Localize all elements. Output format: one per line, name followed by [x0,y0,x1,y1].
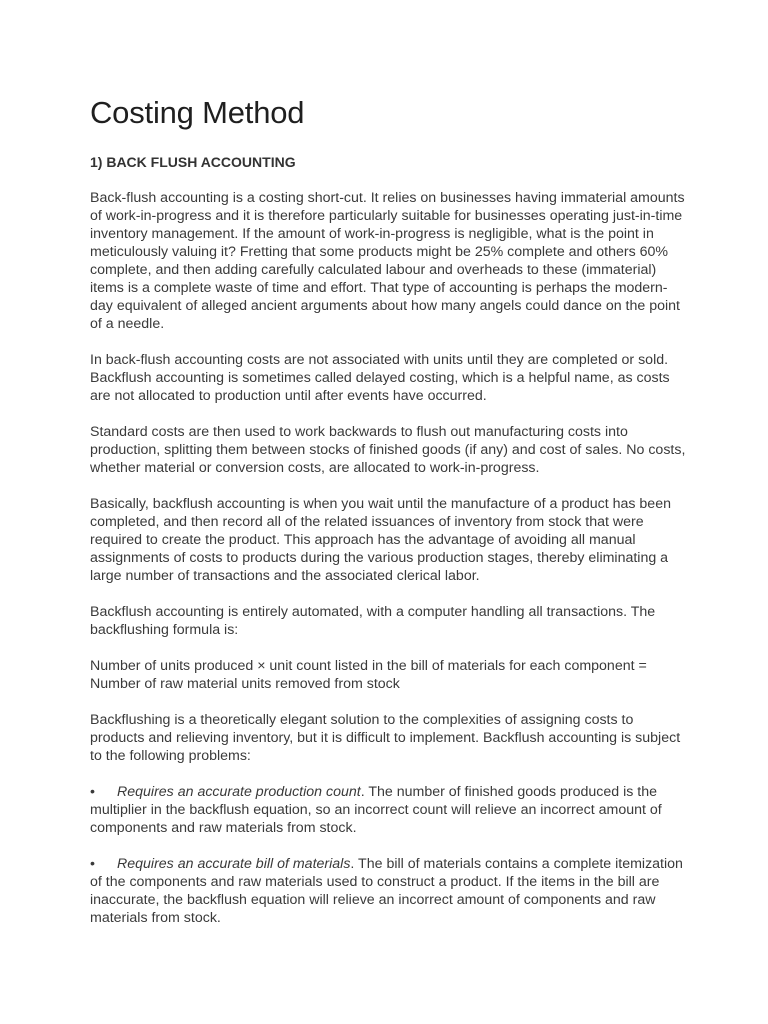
paragraph: Backflush accounting is entirely automated, with a computer handling all transactions. The backflushing formula is: [90,604,656,638]
bullet-marker: • [90,856,95,872]
bullet-lead: Requires an accurate bill of materials [117,856,351,872]
paragraph: Standard costs are then used to work backwards to flush out manufacturing costs into production, splitting them between stocks of finished goods (if any) and cost of sales. No costs, whether material or conversion costs, are allocated to work-in-progress. [90,424,686,476]
paragraph: Backflushing is a theoretically elegant solution to the complexities of assigning costs to products and relieving inventory, but it is difficult to implement. Backflush accounting is subject to the following problems: [90,712,681,764]
document-title: Costing Method [90,95,305,130]
bullet-text: . The number of finished goods produced is the multiplier in the backflush equation, so an incorrect count will relieve an incorrect amount of components and raw materials from stock. [90,784,662,836]
paragraph: In back-flush accounting costs are not associated with units until they are completed or sold. Backflush accounting is sometimes called delayed costing, which is a helpful name, as costs are not allocated to production until after events have occurred. [90,352,670,404]
formula-paragraph: Number of units produced × unit count listed in the bill of materials for each component = Number of raw material units removed from stock [90,658,647,692]
bullet-item [90,783,690,837]
bullet-marker: • [90,784,95,800]
bullet-lead: Requires an accurate production count [117,784,361,800]
bullet-item [90,855,690,927]
paragraph: Back-flush accounting is a costing short-cut. It relies on businesses having immaterial amounts of work-in-progress and it is therefore particularly suitable for businesses operating just-in-time inventory management. If the amount of work-in-progress is negligible, what is the point in meticulously valuing it? Fretting that some products might be 25% complete and others 60% complete, and then adding carefully calculated labour and overheads to these (immaterial) items is a complete waste of time and effort. That type of accounting is perhaps the modern-day equivalent of alleged ancient arguments about how many angels could dance on the point of a needle. [90,190,685,332]
document-page [90,95,690,945]
section-heading: 1) BACK FLUSH ACCOUNTING [90,154,296,170]
paragraph: Basically, backflush accounting is when you wait until the manufacture of a product has been completed, and then record all of the related issuances of inventory from stock that were required to create the product. This approach has the advantage of avoiding all manual assignments of costs to products during the various production stages, thereby eliminating a large number of transactions and the associated clerical labor. [90,496,671,584]
bullet-text: . The bill of materials contains a complete itemization of the components and raw materials used to construct a product. If the items in the bill are inaccurate, the backflush equation will relieve an incorrect amount of components and raw materials from stock. [90,856,683,926]
